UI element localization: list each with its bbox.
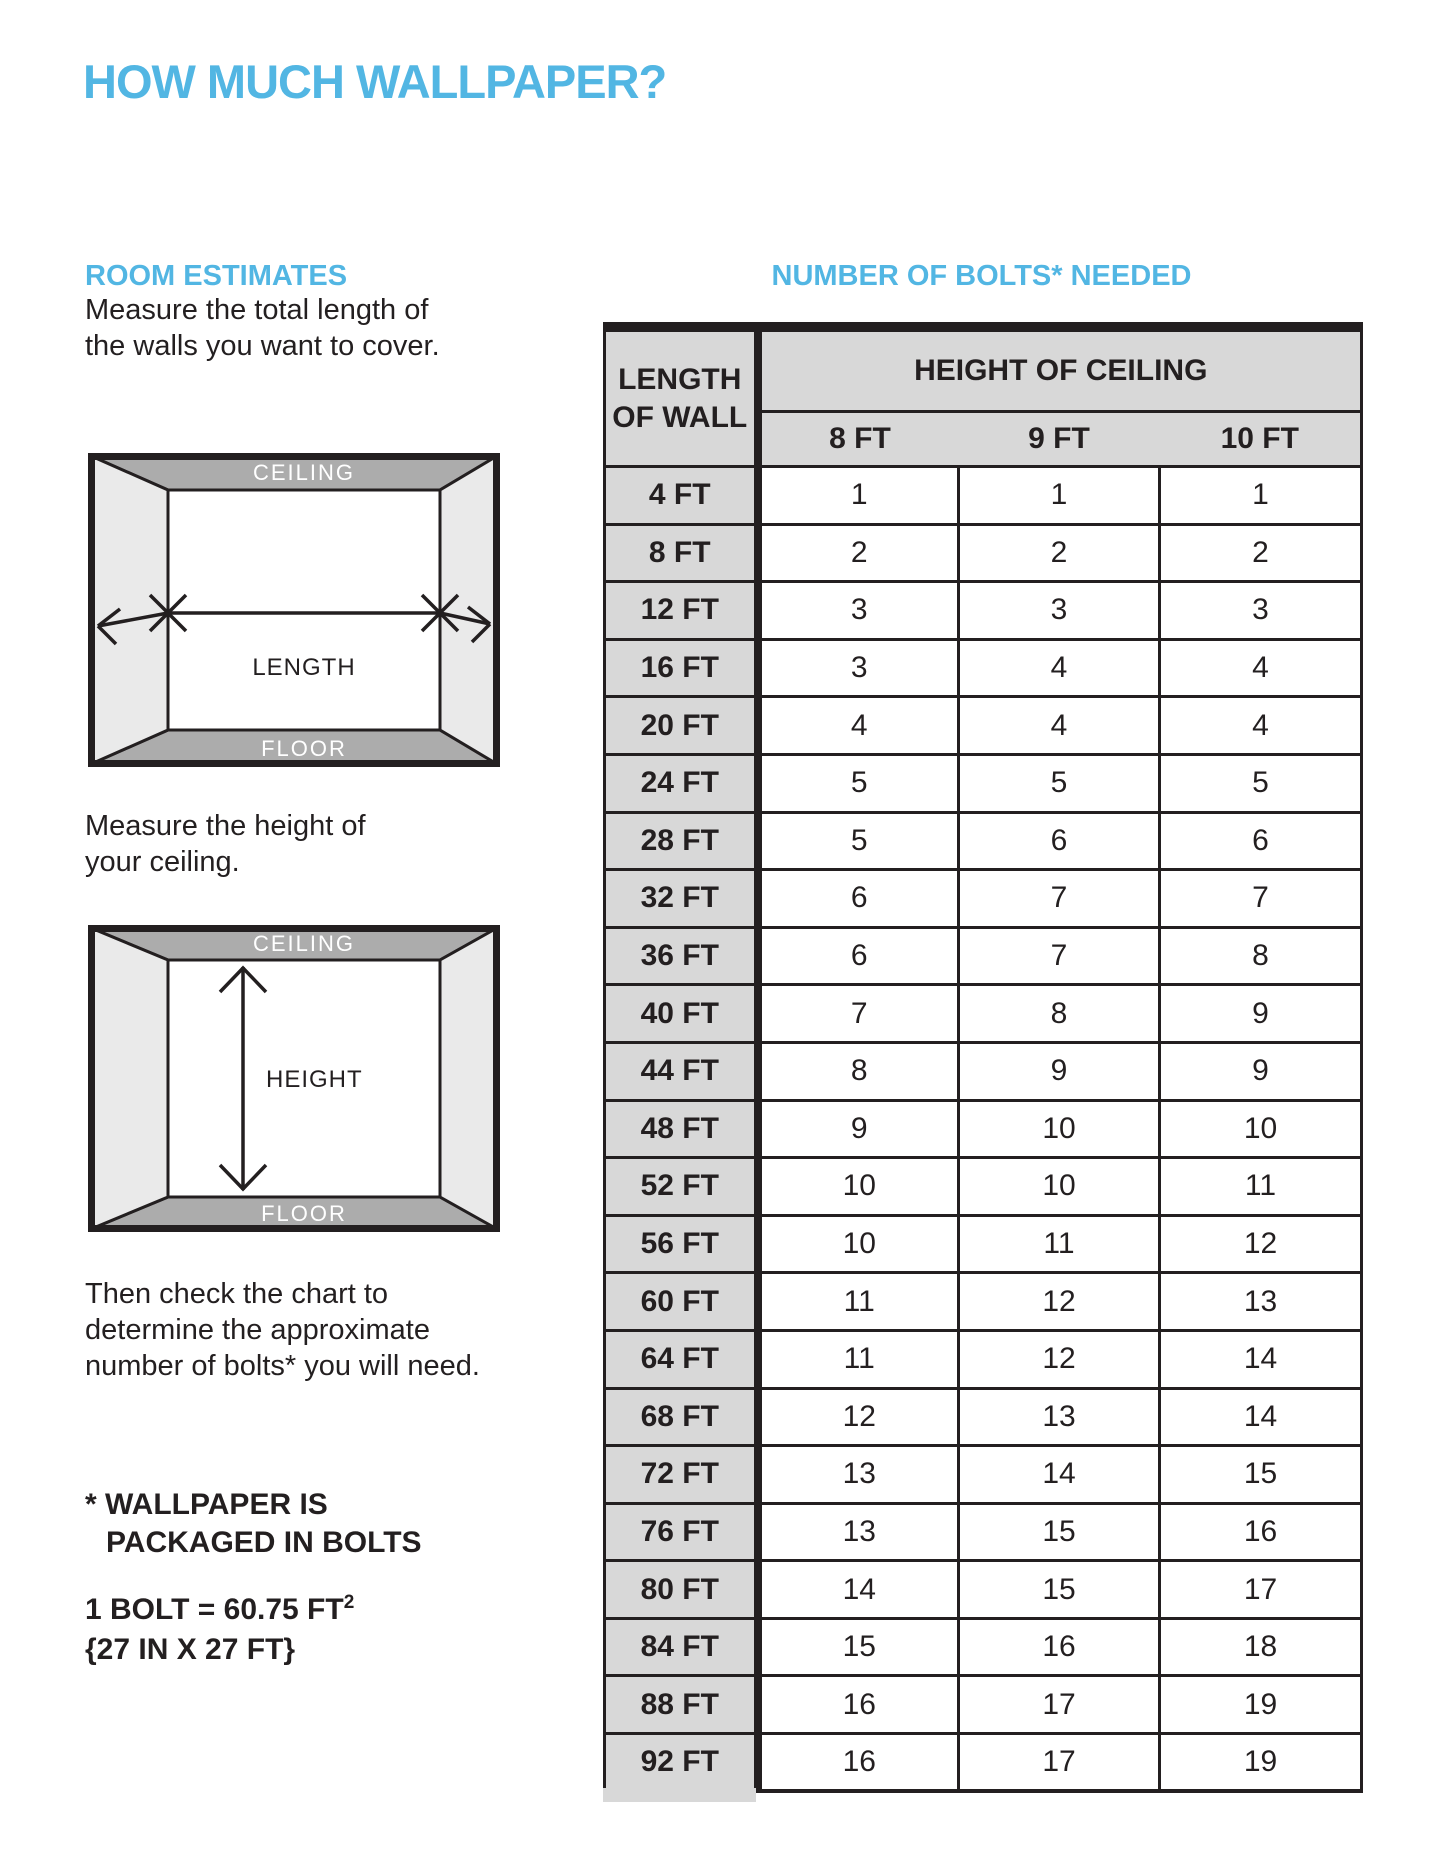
bolt-count-cell: 16 <box>758 1676 959 1734</box>
bolt-count-cell: 13 <box>758 1503 959 1561</box>
text-line: Measure the total length of <box>85 294 429 326</box>
wall-length-cell: 36 FT <box>605 927 758 985</box>
wall-length-cell: 28 FT <box>605 812 758 870</box>
table-row <box>605 1446 1362 1504</box>
bolt-count-cell: 2 <box>1160 524 1362 582</box>
wall-length-cell: 68 FT <box>605 1388 758 1446</box>
bolt-count-cell: 16 <box>1160 1503 1362 1561</box>
bolt-count-cell: 10 <box>959 1100 1160 1158</box>
measure-length-text <box>85 292 440 364</box>
page-title: HOW MUCH WALLPAPER? <box>83 55 667 108</box>
bolt-count-cell: 8 <box>1160 927 1362 985</box>
bolt-count-cell: 8 <box>959 985 1160 1043</box>
ceiling-label: CEILING <box>252 460 356 485</box>
ceiling-label: CEILING <box>252 931 356 956</box>
table-row <box>605 1215 1362 1273</box>
bolt-count-cell: 19 <box>1160 1734 1362 1792</box>
bolt-count-cell: 9 <box>758 1100 959 1158</box>
wall-length-cell: 80 FT <box>605 1561 758 1619</box>
bolt-count-cell: 4 <box>758 697 959 755</box>
height-label: HEIGHT <box>266 1066 363 1093</box>
room-length-diagram <box>88 453 500 767</box>
bolt-count-cell: 12 <box>959 1273 1160 1331</box>
bolt-count-cell: 11 <box>758 1273 959 1331</box>
wall-length-cell: 44 FT <box>605 1042 758 1100</box>
bolt-table-body <box>605 467 1362 1792</box>
bolt-count-cell: 6 <box>758 927 959 985</box>
right-wall-face <box>440 928 497 1229</box>
length-label: LENGTH <box>252 654 356 681</box>
wall-length-cell: 64 FT <box>605 1330 758 1388</box>
bolt-count-cell: 12 <box>1160 1215 1362 1273</box>
bolt-count-cell: 13 <box>758 1446 959 1504</box>
table-row <box>605 1561 1362 1619</box>
table-row <box>605 1100 1362 1158</box>
header-line: LENGTH <box>618 362 742 396</box>
bolt-count-cell: 1 <box>758 467 959 525</box>
table-header-row <box>605 327 1362 412</box>
bolt-count-cell: 18 <box>1160 1618 1362 1676</box>
wall-length-cell: 52 FT <box>605 1158 758 1216</box>
bolt-count-cell: 17 <box>1160 1561 1362 1619</box>
footnote-line: PACKAGED IN BOLTS <box>106 1526 422 1559</box>
wall-length-cell: 4 FT <box>605 467 758 525</box>
text-line: Then check the chart to <box>85 1278 389 1310</box>
bolt-count-cell: 5 <box>959 754 1160 812</box>
left-wall-face <box>91 928 168 1229</box>
bolt-count-cell: 17 <box>959 1676 1160 1734</box>
bolt-count-cell: 14 <box>959 1446 1160 1504</box>
bolt-count-cell: 15 <box>959 1503 1160 1561</box>
table-left-column-tab <box>603 1788 756 1802</box>
table-row <box>605 927 1362 985</box>
table-row <box>605 1676 1362 1734</box>
text-line: the walls you want to cover. <box>85 330 440 362</box>
bolt-dimensions: {27 IN X 27 FT} <box>85 1633 296 1666</box>
right-wall-face <box>440 456 497 764</box>
wall-length-cell: 92 FT <box>605 1734 758 1792</box>
text-line: determine the approximate <box>85 1314 430 1346</box>
wall-length-cell: 16 FT <box>605 639 758 697</box>
bolt-count-cell: 7 <box>959 870 1160 928</box>
table-row <box>605 524 1362 582</box>
wall-length-cell: 40 FT <box>605 985 758 1043</box>
wall-length-cell: 12 FT <box>605 582 758 640</box>
bolt-count-cell: 1 <box>959 467 1160 525</box>
table-row <box>605 1273 1362 1331</box>
bolt-count-cell: 2 <box>959 524 1160 582</box>
bolt-count-cell: 9 <box>1160 985 1362 1043</box>
wall-length-cell: 72 FT <box>605 1446 758 1504</box>
table-row <box>605 1330 1362 1388</box>
table-row <box>605 582 1362 640</box>
table-row <box>605 1042 1362 1100</box>
bolt-count-cell: 4 <box>959 697 1160 755</box>
check-chart-text <box>85 1276 480 1384</box>
wall-length-cell: 24 FT <box>605 754 758 812</box>
bolt-count-cell: 3 <box>758 639 959 697</box>
bolt-count-cell: 6 <box>758 870 959 928</box>
bolt-count-cell: 3 <box>1160 582 1362 640</box>
bolt-count-cell: 13 <box>1160 1273 1362 1331</box>
col-header-8ft: 8 FT <box>758 412 959 467</box>
bolt-formula-exponent: 2 <box>343 1592 355 1613</box>
table-row <box>605 467 1362 525</box>
text-line: your ceiling. <box>85 846 240 878</box>
wall-length-header <box>605 327 758 467</box>
bolt-count-cell: 10 <box>959 1158 1160 1216</box>
table-row <box>605 870 1362 928</box>
bolt-size-info <box>85 1583 354 1670</box>
bolt-count-cell: 3 <box>959 582 1160 640</box>
bolt-count-cell: 15 <box>758 1618 959 1676</box>
bolt-count-cell: 14 <box>1160 1388 1362 1446</box>
bolt-count-cell: 6 <box>959 812 1160 870</box>
bolt-count-cell: 10 <box>758 1158 959 1216</box>
col-header-9ft: 9 FT <box>959 412 1160 467</box>
bolt-count-cell: 13 <box>959 1388 1160 1446</box>
bolt-count-cell: 10 <box>1160 1100 1362 1158</box>
bolt-count-cell: 3 <box>758 582 959 640</box>
bolt-formula <box>85 1583 354 1630</box>
bolt-count-cell: 15 <box>1160 1446 1362 1504</box>
bolt-count-cell: 2 <box>758 524 959 582</box>
bolt-count-cell: 10 <box>758 1215 959 1273</box>
wall-length-cell: 88 FT <box>605 1676 758 1734</box>
bolt-count-cell: 1 <box>1160 467 1362 525</box>
table-row <box>605 754 1362 812</box>
table-row <box>605 1734 1362 1792</box>
bolt-count-cell: 4 <box>1160 697 1362 755</box>
bolt-count-cell: 9 <box>959 1042 1160 1100</box>
wall-length-cell: 56 FT <box>605 1215 758 1273</box>
bolt-count-cell: 14 <box>758 1561 959 1619</box>
left-wall-face <box>91 456 168 764</box>
wall-length-cell: 8 FT <box>605 524 758 582</box>
bolt-formula-text: 1 BOLT = 60.75 FT <box>85 1593 344 1626</box>
bolt-count-cell: 16 <box>959 1618 1160 1676</box>
bolt-count-cell: 7 <box>959 927 1160 985</box>
bolts-table <box>603 322 1363 1793</box>
bolt-count-cell: 8 <box>758 1042 959 1100</box>
table-row <box>605 1503 1362 1561</box>
bolts-footnote <box>85 1486 422 1562</box>
table-row <box>605 639 1362 697</box>
col-header-10ft: 10 FT <box>1160 412 1362 467</box>
wall-length-cell: 60 FT <box>605 1273 758 1331</box>
bolt-count-cell: 6 <box>1160 812 1362 870</box>
measure-height-text <box>85 808 366 880</box>
bolt-count-cell: 15 <box>959 1561 1160 1619</box>
text-line: number of bolts* you will need. <box>85 1350 480 1382</box>
table-row <box>605 1388 1362 1446</box>
bolts-needed-heading: NUMBER OF BOLTS* NEEDED <box>771 260 1192 292</box>
bolt-count-cell: 4 <box>959 639 1160 697</box>
bolt-count-cell: 5 <box>758 812 959 870</box>
header-line: OF WALL <box>612 400 748 434</box>
bolt-count-cell: 11 <box>758 1330 959 1388</box>
ceiling-height-header: HEIGHT OF CEILING <box>758 327 1362 412</box>
back-wall-face <box>168 490 440 730</box>
bolt-count-cell: 4 <box>1160 639 1362 697</box>
table-row <box>605 1618 1362 1676</box>
wall-length-cell: 32 FT <box>605 870 758 928</box>
bolt-count-cell: 7 <box>1160 870 1362 928</box>
table-row <box>605 1158 1362 1216</box>
wall-length-cell: 76 FT <box>605 1503 758 1561</box>
wall-length-cell: 48 FT <box>605 1100 758 1158</box>
text-line: Measure the height of <box>85 810 366 842</box>
table-row <box>605 812 1362 870</box>
bolt-count-cell: 12 <box>959 1330 1160 1388</box>
bolt-count-cell: 19 <box>1160 1676 1362 1734</box>
bolt-count-cell: 9 <box>1160 1042 1362 1100</box>
bolt-count-cell: 5 <box>1160 754 1362 812</box>
footnote-line: * WALLPAPER IS <box>85 1488 328 1521</box>
room-estimates-heading: ROOM ESTIMATES <box>85 260 348 292</box>
bolt-count-cell: 5 <box>758 754 959 812</box>
room-height-diagram <box>88 925 500 1232</box>
bolt-count-cell: 14 <box>1160 1330 1362 1388</box>
floor-label: FLOOR <box>261 1201 347 1226</box>
floor-label: FLOOR <box>261 736 347 761</box>
table-row <box>605 697 1362 755</box>
wall-length-cell: 20 FT <box>605 697 758 755</box>
bolt-count-cell: 16 <box>758 1734 959 1792</box>
table-row <box>605 985 1362 1043</box>
bolt-count-cell: 12 <box>758 1388 959 1446</box>
wall-length-cell: 84 FT <box>605 1618 758 1676</box>
bolt-count-cell: 17 <box>959 1734 1160 1792</box>
bolt-count-cell: 11 <box>959 1215 1160 1273</box>
bolt-count-cell: 11 <box>1160 1158 1362 1216</box>
bolt-count-cell: 7 <box>758 985 959 1043</box>
